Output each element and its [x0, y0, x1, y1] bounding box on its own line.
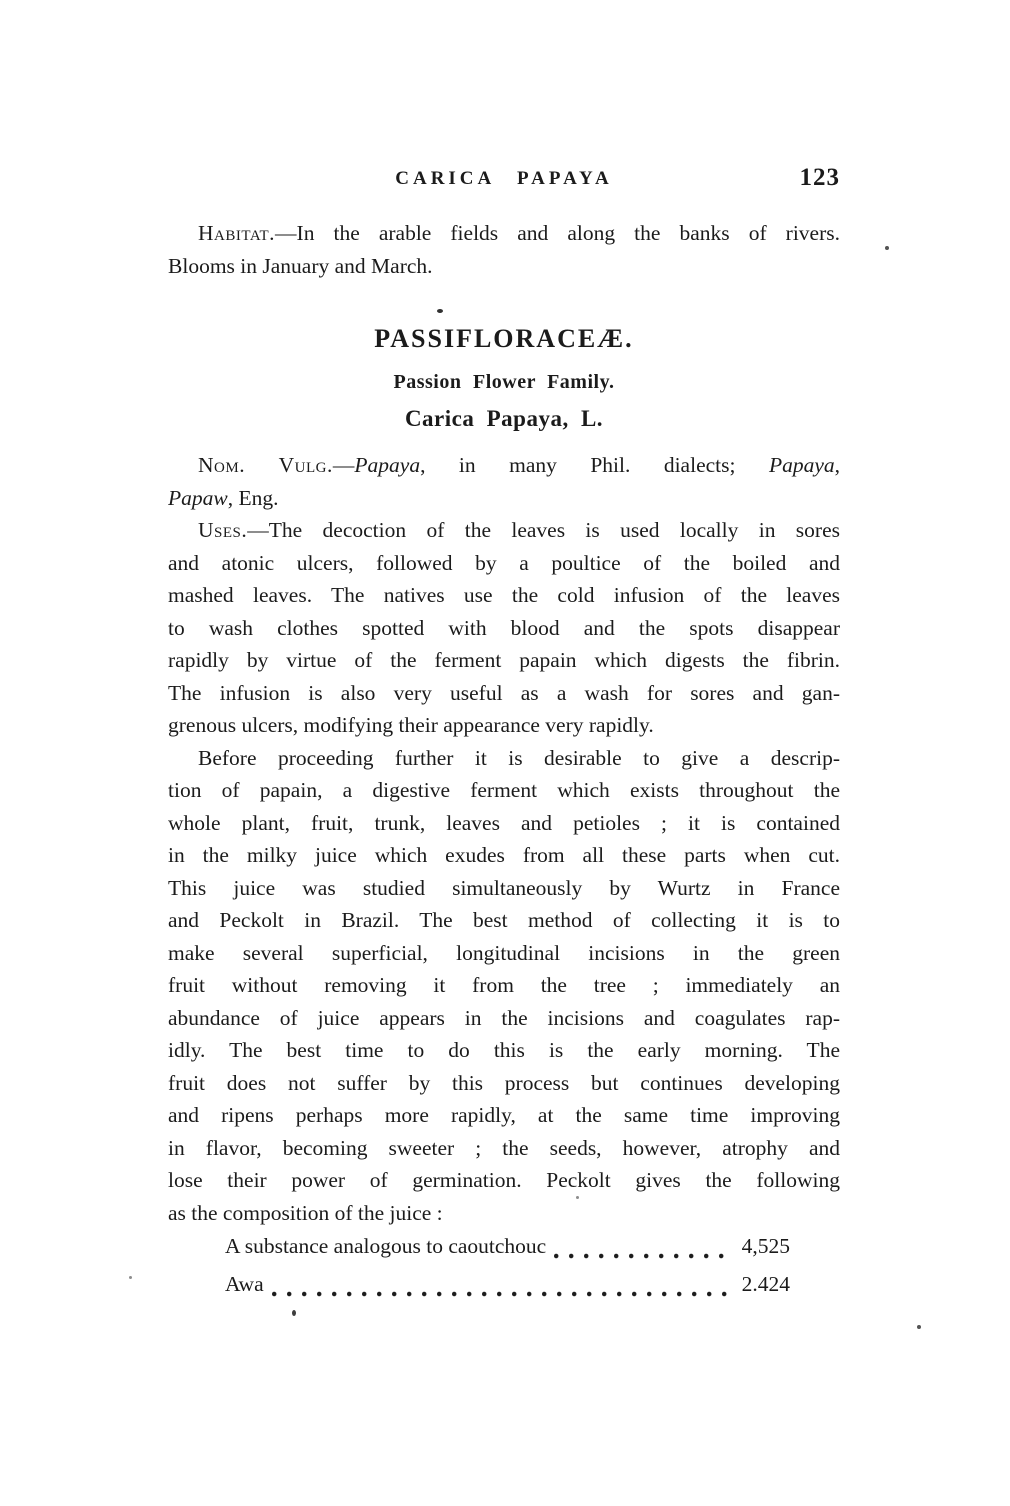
text-line	[168, 677, 840, 710]
text-segment: fruit without removing it from the tree ; immediately an	[168, 973, 840, 997]
composition-table	[225, 1234, 790, 1304]
dot-leader	[554, 1252, 731, 1260]
text-line	[168, 872, 840, 905]
text-line	[168, 1067, 840, 1100]
table-row	[225, 1234, 790, 1266]
lead-label: Habitat.	[198, 221, 276, 245]
text-segment: Papaya	[768, 453, 835, 477]
text-segment: Papaw	[168, 485, 228, 510]
text-line	[168, 482, 840, 515]
text-segment: , Eng.	[227, 485, 279, 510]
text-line	[168, 742, 840, 775]
uses-paragraph	[168, 514, 840, 742]
text-line	[168, 1197, 840, 1230]
family-common-name-heading: Passion Flower Family.	[393, 371, 615, 393]
text-line	[168, 217, 840, 250]
text-line	[168, 1132, 840, 1165]
scan-speck	[917, 1325, 921, 1329]
running-title: CARICA PAPAYA	[395, 168, 613, 189]
scan-speck	[129, 1276, 132, 1279]
habitat-paragraph	[168, 217, 840, 282]
text-line	[168, 644, 840, 677]
text-segment: as the composition of the juice :	[168, 1200, 443, 1225]
substance-value: 2.424	[741, 1272, 790, 1296]
text-line	[168, 969, 840, 1002]
main-text-block	[168, 449, 840, 1229]
text-line	[168, 547, 840, 580]
scan-speck	[437, 309, 443, 313]
text-segment: abundance of juice appears in the incisions and coagulates rap-	[168, 1005, 840, 1030]
text-column	[168, 0, 840, 1310]
text-segment: and ripens perhaps more rapidly, at the same time improving	[168, 1103, 840, 1127]
scan-speck	[292, 1310, 296, 1316]
text-segment: rapidly by virtue of the ferment papain which digests the fibrin.	[168, 648, 840, 672]
text-line	[168, 1099, 840, 1132]
substance-label: Awa	[225, 1272, 264, 1296]
scan-speck	[885, 246, 889, 250]
lead-label: Nom. Vulg.	[198, 453, 333, 477]
text-line	[168, 449, 840, 482]
text-line	[168, 839, 840, 872]
text-segment: make several superficial, longitudinal incisions in the green	[168, 940, 840, 965]
text-segment: —The decoction of the leaves is used locally in sores	[247, 518, 840, 542]
family-heading: PASSIFLORACEÆ.	[374, 324, 634, 353]
text-segment: The infusion is also very useful as a wash for sores and gan-	[168, 680, 840, 705]
text-line	[168, 807, 840, 840]
text-line	[168, 514, 840, 547]
text-segment: —In the arable fields and along the banks of rivers.	[275, 221, 840, 245]
text-line	[168, 774, 840, 807]
text-line	[168, 1034, 840, 1067]
running-header	[168, 164, 840, 196]
text-segment: and Peckolt in Brazil. The best method of collecting it is to	[168, 908, 840, 932]
text-segment: to wash clothes spotted with blood and the spots disappear	[168, 615, 840, 640]
species-heading: Carica Papaya, L.	[404, 406, 604, 431]
text-line	[168, 937, 840, 970]
text-segment: fruit does not suffer by this process but continues developing	[168, 1070, 840, 1095]
text-segment: This juice was studied simultaneously by Wurtz in France	[168, 875, 840, 900]
text-segment: —	[332, 453, 355, 477]
text-segment: idly. The best time to do this is the early morning. The	[168, 1038, 840, 1062]
text-line	[168, 250, 840, 283]
description-paragraph	[168, 742, 840, 1230]
text-segment: and atonic ulcers, followed by a poultice of the boiled and	[168, 550, 840, 575]
text-line	[168, 904, 840, 937]
scan-speck	[576, 1196, 579, 1199]
text-segment: Papaya	[354, 453, 421, 477]
text-segment: in flavor, becoming sweeter ; the seeds, however, atrophy and	[168, 1135, 840, 1160]
text-line	[168, 709, 840, 742]
text-segment: in the milky juice which exudes from all these parts when cut.	[168, 843, 840, 867]
text-line	[168, 612, 840, 645]
dot-leader	[272, 1290, 732, 1298]
text-segment: mashed leaves. The natives use the cold infusion of the leaves	[168, 583, 840, 607]
substance-value: 4,525	[741, 1234, 790, 1258]
table-row	[225, 1272, 790, 1304]
text-segment: Before proceeding further it is desirable to give a descrip-	[198, 745, 840, 770]
text-segment: tion of papain, a digestive ferment which exists throughout the	[168, 778, 840, 802]
text-segment: grenous ulcers, modifying their appearance very rapidly.	[168, 713, 654, 737]
text-segment: lose their power of germination. Peckolt gives the following	[168, 1168, 840, 1192]
page-number: 123	[799, 164, 840, 191]
text-line	[168, 1002, 840, 1035]
text-segment: ,	[834, 453, 840, 477]
text-segment: Blooms in January and March.	[168, 253, 433, 278]
nom-vulg-paragraph	[168, 449, 840, 514]
lead-label: Uses.	[198, 518, 248, 542]
substance-label: A substance analogous to caoutchouc	[225, 1234, 547, 1258]
text-line	[168, 1164, 840, 1197]
text-segment: whole plant, fruit, trunk, leaves and petioles ; it is contained	[168, 810, 840, 835]
text-segment: , in many Phil. dialects;	[420, 453, 769, 477]
text-line	[168, 579, 840, 612]
